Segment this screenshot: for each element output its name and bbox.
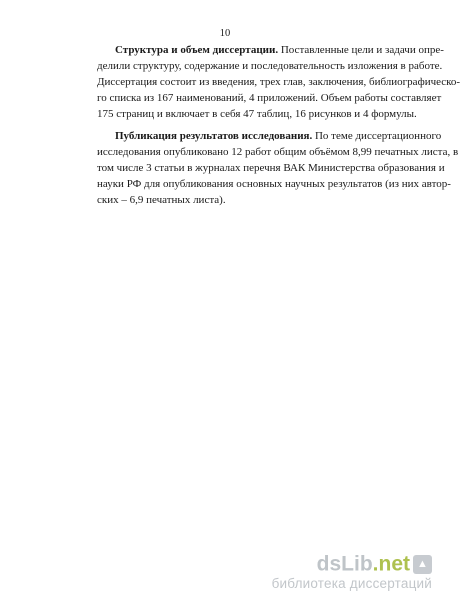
paragraph-line — [115, 128, 442, 144]
page-number: 10 — [219, 28, 231, 39]
paragraph-line — [115, 42, 444, 58]
line-text: По теме диссертационного — [312, 130, 442, 142]
section-heading: Публикация результатов исследования. — [115, 130, 313, 142]
paragraph-line: ских – 6,9 печатных листа). — [97, 194, 226, 206]
paragraph-line: том числе 3 статьи в журналах перечня ВАК Министерства образования и — [97, 162, 445, 174]
dslib-logo-icon: ▲ — [413, 555, 432, 574]
paragraph-line: 175 страниц и включает в себя 47 таблиц, 16 рисунков и 4 формулы. — [97, 108, 417, 120]
paragraph-line: науки РФ для опубликования основных научных результатов (из них автор- — [97, 178, 451, 190]
watermark-subtitle: библиотека диссертаций — [271, 576, 432, 591]
watermark-tld: .net — [372, 552, 410, 576]
watermark-brand — [317, 552, 410, 575]
section-heading: Структура и объем диссертации. — [115, 44, 279, 56]
watermark — [272, 553, 432, 593]
paragraph-line: исследования опубликовано 12 работ общим объёмом 8,99 печатных листа, в — [97, 146, 459, 158]
paragraph-line: делили структуру, содержание и последовательность изложения в работе. — [97, 60, 443, 72]
watermark-logo — [272, 553, 432, 575]
watermark-brand-name: dsLib — [316, 552, 373, 576]
paragraph-line: Диссертация состоит из введения, трех глав, заключения, библиографическо- — [97, 76, 460, 88]
line-text: Поставленные цели и задачи опре- — [278, 44, 444, 56]
paragraph-line: го списка из 167 наименований, 4 приложений. Объем работы составляет — [97, 92, 442, 104]
